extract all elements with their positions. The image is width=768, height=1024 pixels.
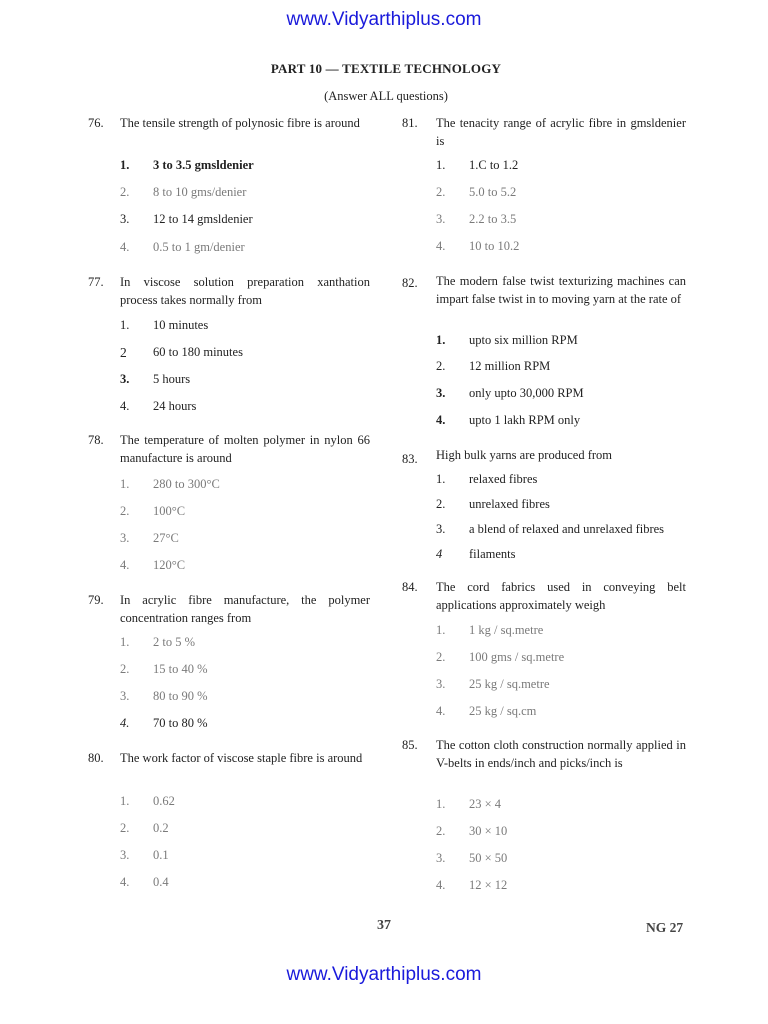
question-number: 80. [88, 751, 104, 765]
question-number: 79. [88, 593, 104, 607]
question-number: 85. [402, 738, 418, 752]
site-link-bottom[interactable]: www.Vidyarthiplus.com [286, 964, 482, 985]
question-number: 76. [88, 116, 104, 130]
question-stem: The tenacity range of acrylic fibre in gmsldenier is [436, 116, 686, 148]
page-number: 37 [377, 918, 391, 933]
question-number: 77. [88, 275, 104, 289]
question-stem: In acrylic fibre manufacture, the polymer concentration ranges from [120, 593, 370, 625]
question-stem: The cord fabrics used in conveying belt applications approximately weigh [436, 580, 686, 612]
part-title: PART 10 — TEXTILE TECHNOLOGY [270, 61, 502, 76]
question-number: 83. [402, 452, 418, 466]
question-stem: The temperature of molten polymer in nylon 66 manufacture is around [120, 433, 370, 465]
question-stem: The modern false twist texturizing machines can impart false twist in to moving yarn at the rate of [436, 274, 686, 306]
site-link-top[interactable]: www.Vidyarthiplus.com [286, 9, 482, 30]
question-stem: In viscose solution preparation xanthation process takes normally from [120, 275, 370, 307]
question-number: 78. [88, 433, 104, 447]
question-stem: The cotton cloth construction normally applied in V-belts in ends/inch and picks/inch is [436, 738, 686, 770]
question-stem: High bulk yarns are produced from [436, 448, 612, 462]
instructions: (Answer ALL questions) [324, 89, 448, 103]
question-stem: The tensile strength of polynosic fibre is around [120, 116, 360, 130]
question-stem: The work factor of viscose staple fibre is around [120, 751, 363, 765]
question-number: 84. [402, 580, 418, 594]
paper-code: NG 27 [646, 920, 684, 935]
question-number: 81. [402, 116, 418, 130]
question-number: 82. [402, 276, 418, 290]
